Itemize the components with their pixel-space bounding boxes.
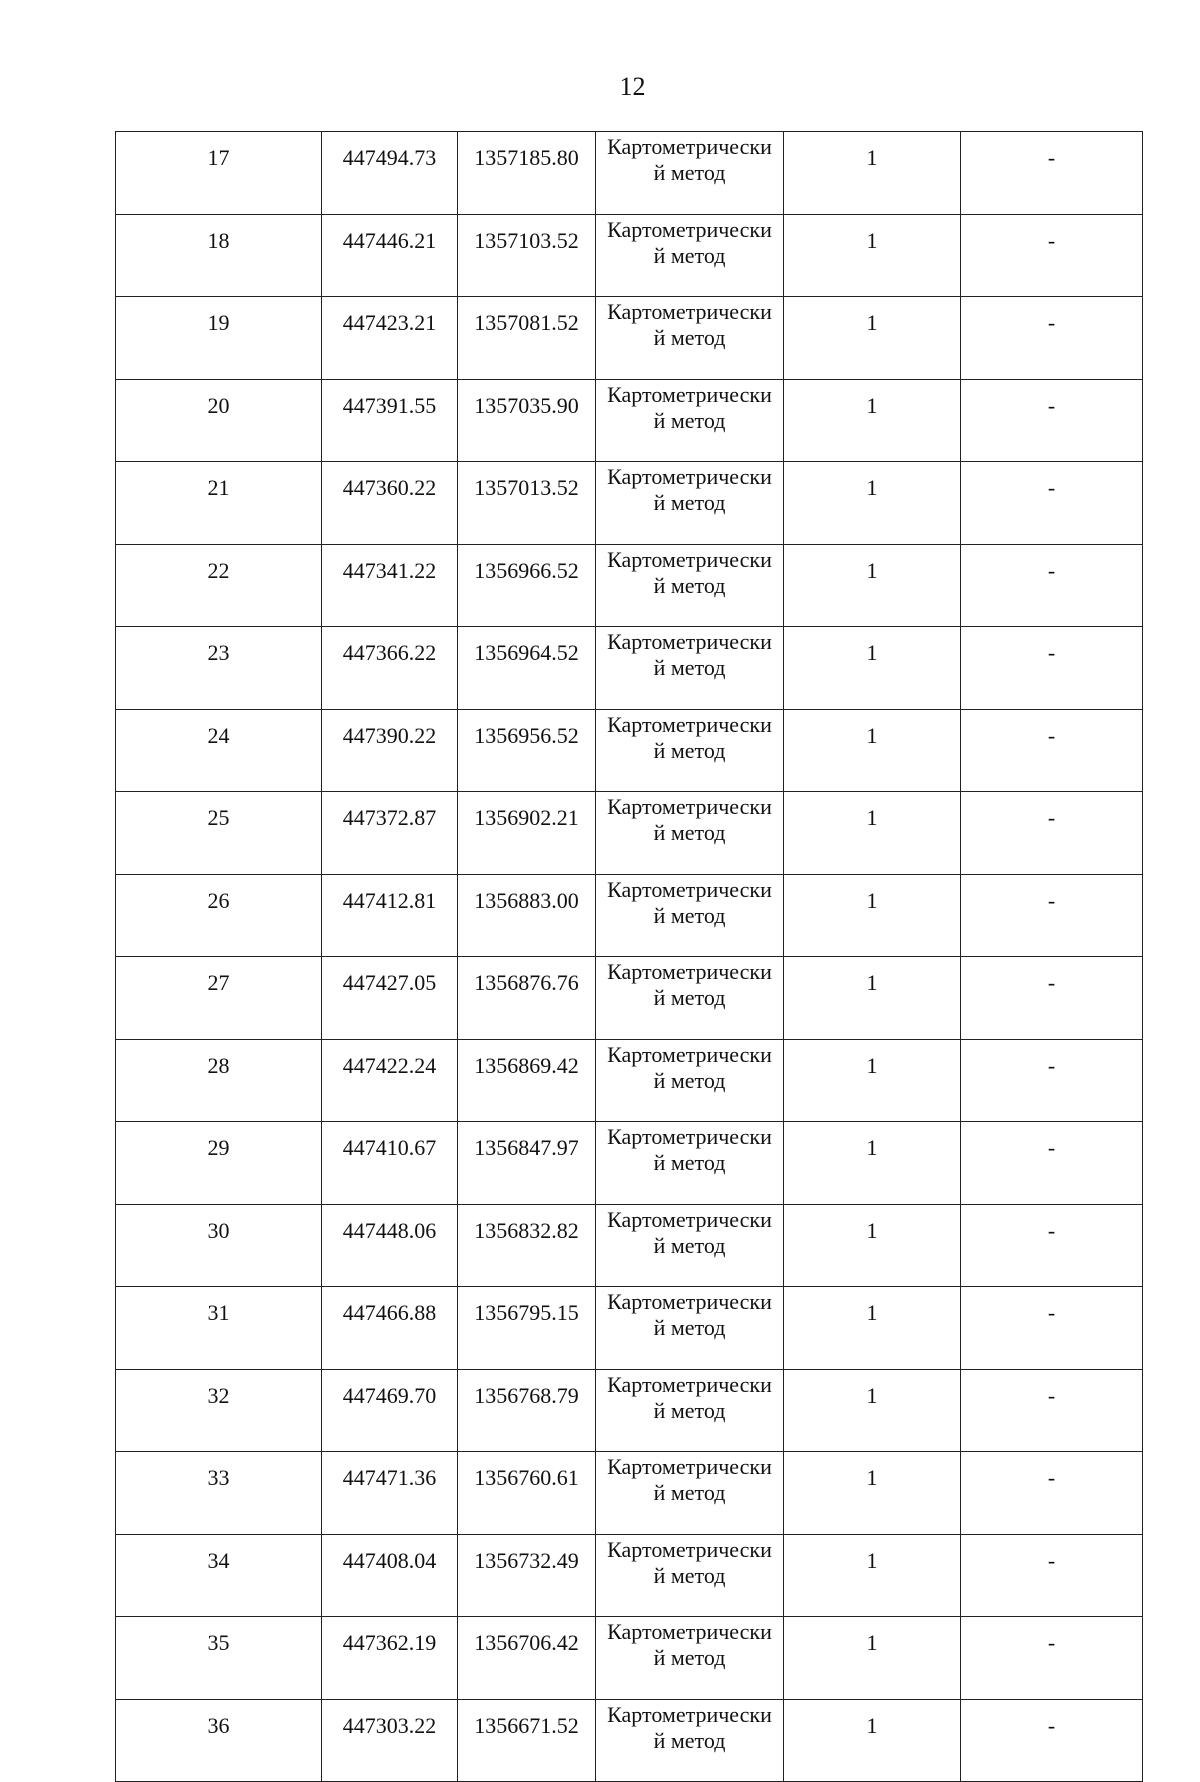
note-cell: - — [961, 709, 1143, 792]
note-cell: - — [961, 1287, 1143, 1370]
accuracy-cell: 1 — [784, 1287, 961, 1370]
method-text-line1: Картометрически — [607, 464, 772, 489]
y-coordinate-cell: 1356706.42 — [458, 1617, 596, 1700]
method-cell — [596, 1122, 784, 1205]
note-cell: - — [961, 957, 1143, 1040]
y-coordinate-cell: 1356869.42 — [458, 1039, 596, 1122]
method-text-line2: й метод — [653, 902, 726, 928]
method-cell — [596, 627, 784, 710]
method-text-line2: й метод — [653, 1562, 726, 1588]
method-cell — [596, 1534, 784, 1617]
method-cell — [596, 1617, 784, 1700]
coordinates-table-body — [116, 132, 1143, 1782]
method-text-line2: й метод — [653, 1397, 726, 1423]
accuracy-cell: 1 — [784, 544, 961, 627]
method-text-line1: Картометрически — [607, 1454, 772, 1479]
accuracy-cell: 1 — [784, 874, 961, 957]
method-text-line2: й метод — [653, 1150, 726, 1175]
method-cell — [596, 462, 784, 545]
method-text-line2: й метод — [653, 242, 726, 268]
note-cell: - — [961, 1452, 1143, 1535]
method-text-line2: й метод — [653, 407, 726, 433]
accuracy-cell: 1 — [784, 1452, 961, 1535]
coordinates-table — [115, 131, 1143, 1782]
note-cell: - — [961, 462, 1143, 545]
method-text-line1: Картометрически — [607, 216, 772, 242]
method-text-line1: Картометрически — [607, 876, 772, 902]
point-number-cell: 35 — [116, 1617, 322, 1700]
method-text-line2: й метод — [653, 1315, 726, 1340]
y-coordinate-cell: 1357185.80 — [458, 132, 596, 215]
point-number-cell: 22 — [116, 544, 322, 627]
method-cell — [596, 544, 784, 627]
x-coordinate-cell: 447390.22 — [322, 709, 458, 792]
y-coordinate-cell: 1356671.52 — [458, 1699, 596, 1782]
y-coordinate-cell: 1356760.61 — [458, 1452, 596, 1535]
method-cell — [596, 709, 784, 792]
y-coordinate-cell: 1356832.82 — [458, 1204, 596, 1287]
accuracy-cell: 1 — [784, 1534, 961, 1617]
method-cell — [596, 1699, 784, 1782]
y-coordinate-cell: 1356883.00 — [458, 874, 596, 957]
point-number-cell: 25 — [116, 792, 322, 875]
accuracy-cell: 1 — [784, 1122, 961, 1205]
method-cell — [596, 874, 784, 957]
note-cell: - — [961, 1699, 1143, 1782]
method-cell — [596, 379, 784, 462]
point-number-cell: 34 — [116, 1534, 322, 1617]
y-coordinate-cell: 1357035.90 — [458, 379, 596, 462]
accuracy-cell: 1 — [784, 379, 961, 462]
y-coordinate-cell: 1356847.97 — [458, 1122, 596, 1205]
method-text-line1: Картометрически — [607, 1371, 772, 1397]
note-cell: - — [961, 874, 1143, 957]
method-cell — [596, 957, 784, 1040]
method-cell — [596, 792, 784, 875]
method-text-line2: й метод — [653, 737, 726, 763]
y-coordinate-cell: 1356732.49 — [458, 1534, 596, 1617]
method-text-line2: й метод — [653, 325, 726, 350]
accuracy-cell: 1 — [784, 627, 961, 710]
x-coordinate-cell: 447410.67 — [322, 1122, 458, 1205]
method-cell — [596, 1452, 784, 1535]
x-coordinate-cell: 447303.22 — [322, 1699, 458, 1782]
x-coordinate-cell: 447422.24 — [322, 1039, 458, 1122]
method-text-line2: й метод — [653, 1067, 726, 1093]
y-coordinate-cell: 1356956.52 — [458, 709, 596, 792]
table-row — [116, 1699, 1143, 1782]
accuracy-cell: 1 — [784, 1699, 961, 1782]
x-coordinate-cell: 447362.19 — [322, 1617, 458, 1700]
method-text-line1: Картометрически — [607, 629, 772, 654]
y-coordinate-cell: 1356964.52 — [458, 627, 596, 710]
note-cell: - — [961, 132, 1143, 215]
method-text-line2: й метод — [653, 655, 726, 680]
method-text-line2: й метод — [653, 1727, 726, 1753]
accuracy-cell: 1 — [784, 297, 961, 380]
x-coordinate-cell: 447412.81 — [322, 874, 458, 957]
point-number-cell: 28 — [116, 1039, 322, 1122]
point-number-cell: 27 — [116, 957, 322, 1040]
x-coordinate-cell: 447423.21 — [322, 297, 458, 380]
point-number-cell: 17 — [116, 132, 322, 215]
method-cell — [596, 1039, 784, 1122]
point-number-cell: 19 — [116, 297, 322, 380]
x-coordinate-cell: 447469.70 — [322, 1369, 458, 1452]
method-text-line1: Картометрически — [607, 1619, 772, 1644]
note-cell: - — [961, 379, 1143, 462]
note-cell: - — [961, 214, 1143, 297]
point-number-cell: 36 — [116, 1699, 322, 1782]
note-cell: - — [961, 1039, 1143, 1122]
method-text-line1: Картометрически — [607, 546, 772, 572]
page-number: 12 — [619, 72, 646, 101]
method-text-line1: Картометрически — [607, 299, 772, 324]
method-cell — [596, 1287, 784, 1370]
method-text-line1: Картометрически — [607, 1701, 772, 1727]
y-coordinate-cell: 1357013.52 — [458, 462, 596, 545]
x-coordinate-cell: 447471.36 — [322, 1452, 458, 1535]
method-text-line1: Картометрически — [607, 134, 772, 159]
table-row — [116, 462, 1143, 545]
accuracy-cell: 1 — [784, 1617, 961, 1700]
x-coordinate-cell: 447408.04 — [322, 1534, 458, 1617]
table-row — [116, 1122, 1143, 1205]
method-text-line2: й метод — [653, 572, 726, 598]
method-text-line1: Картометрически — [607, 1206, 772, 1232]
method-cell — [596, 297, 784, 380]
table-row — [116, 1039, 1143, 1122]
point-number-cell: 33 — [116, 1452, 322, 1535]
accuracy-cell: 1 — [784, 957, 961, 1040]
method-cell — [596, 132, 784, 215]
note-cell: - — [961, 1369, 1143, 1452]
method-text-line2: й метод — [653, 1480, 726, 1505]
table-row — [116, 132, 1143, 215]
method-text-line1: Картометрически — [607, 711, 772, 737]
point-number-cell: 26 — [116, 874, 322, 957]
note-cell: - — [961, 792, 1143, 875]
note-cell: - — [961, 1534, 1143, 1617]
method-text-line2: й метод — [653, 160, 726, 185]
x-coordinate-cell: 447391.55 — [322, 379, 458, 462]
accuracy-cell: 1 — [784, 792, 961, 875]
point-number-cell: 24 — [116, 709, 322, 792]
note-cell: - — [961, 1617, 1143, 1700]
method-text-line2: й метод — [653, 985, 726, 1010]
x-coordinate-cell: 447372.87 — [322, 792, 458, 875]
y-coordinate-cell: 1356966.52 — [458, 544, 596, 627]
method-text-line2: й метод — [653, 1232, 726, 1258]
table-row — [116, 1617, 1143, 1700]
method-cell — [596, 214, 784, 297]
point-number-cell: 20 — [116, 379, 322, 462]
table-row — [116, 214, 1143, 297]
table-row — [116, 297, 1143, 380]
note-cell: - — [961, 627, 1143, 710]
note-cell: - — [961, 297, 1143, 380]
x-coordinate-cell: 447360.22 — [322, 462, 458, 545]
table-row — [116, 1204, 1143, 1287]
method-text-line1: Картометрически — [607, 1536, 772, 1562]
point-number-cell: 31 — [116, 1287, 322, 1370]
table-row — [116, 1369, 1143, 1452]
accuracy-cell: 1 — [784, 132, 961, 215]
x-coordinate-cell: 447366.22 — [322, 627, 458, 710]
x-coordinate-cell: 447466.88 — [322, 1287, 458, 1370]
note-cell: - — [961, 1204, 1143, 1287]
note-cell: - — [961, 544, 1143, 627]
table-row — [116, 1287, 1143, 1370]
method-text-line2: й метод — [653, 490, 726, 515]
method-text-line1: Картометрически — [607, 1124, 772, 1149]
point-number-cell: 29 — [116, 1122, 322, 1205]
table-row — [116, 957, 1143, 1040]
method-text-line1: Картометрически — [607, 381, 772, 407]
method-text-line1: Картометрически — [607, 1041, 772, 1067]
accuracy-cell: 1 — [784, 1204, 961, 1287]
y-coordinate-cell: 1357103.52 — [458, 214, 596, 297]
accuracy-cell: 1 — [784, 214, 961, 297]
point-number-cell: 21 — [116, 462, 322, 545]
accuracy-cell: 1 — [784, 1369, 961, 1452]
accuracy-cell: 1 — [784, 1039, 961, 1122]
x-coordinate-cell: 447494.73 — [322, 132, 458, 215]
method-cell — [596, 1369, 784, 1452]
method-text-line2: й метод — [653, 1645, 726, 1670]
point-number-cell: 18 — [116, 214, 322, 297]
x-coordinate-cell: 447427.05 — [322, 957, 458, 1040]
accuracy-cell: 1 — [784, 709, 961, 792]
table-row — [116, 1534, 1143, 1617]
method-cell — [596, 1204, 784, 1287]
y-coordinate-cell: 1356768.79 — [458, 1369, 596, 1452]
point-number-cell: 32 — [116, 1369, 322, 1452]
x-coordinate-cell: 447341.22 — [322, 544, 458, 627]
y-coordinate-cell: 1356876.76 — [458, 957, 596, 1040]
x-coordinate-cell: 447448.06 — [322, 1204, 458, 1287]
note-cell: - — [961, 1122, 1143, 1205]
accuracy-cell: 1 — [784, 462, 961, 545]
table-row — [116, 874, 1143, 957]
table-row — [116, 627, 1143, 710]
point-number-cell: 23 — [116, 627, 322, 710]
point-number-cell: 30 — [116, 1204, 322, 1287]
method-text-line1: Картометрически — [607, 794, 772, 819]
table-row — [116, 1452, 1143, 1535]
method-text-line1: Картометрически — [607, 1289, 772, 1314]
y-coordinate-cell: 1356795.15 — [458, 1287, 596, 1370]
table-row — [116, 709, 1143, 792]
y-coordinate-cell: 1357081.52 — [458, 297, 596, 380]
table-row — [116, 544, 1143, 627]
table-row — [116, 379, 1143, 462]
method-text-line2: й метод — [653, 820, 726, 845]
y-coordinate-cell: 1356902.21 — [458, 792, 596, 875]
x-coordinate-cell: 447446.21 — [322, 214, 458, 297]
method-text-line1: Картометрически — [607, 959, 772, 984]
table-row — [116, 792, 1143, 875]
